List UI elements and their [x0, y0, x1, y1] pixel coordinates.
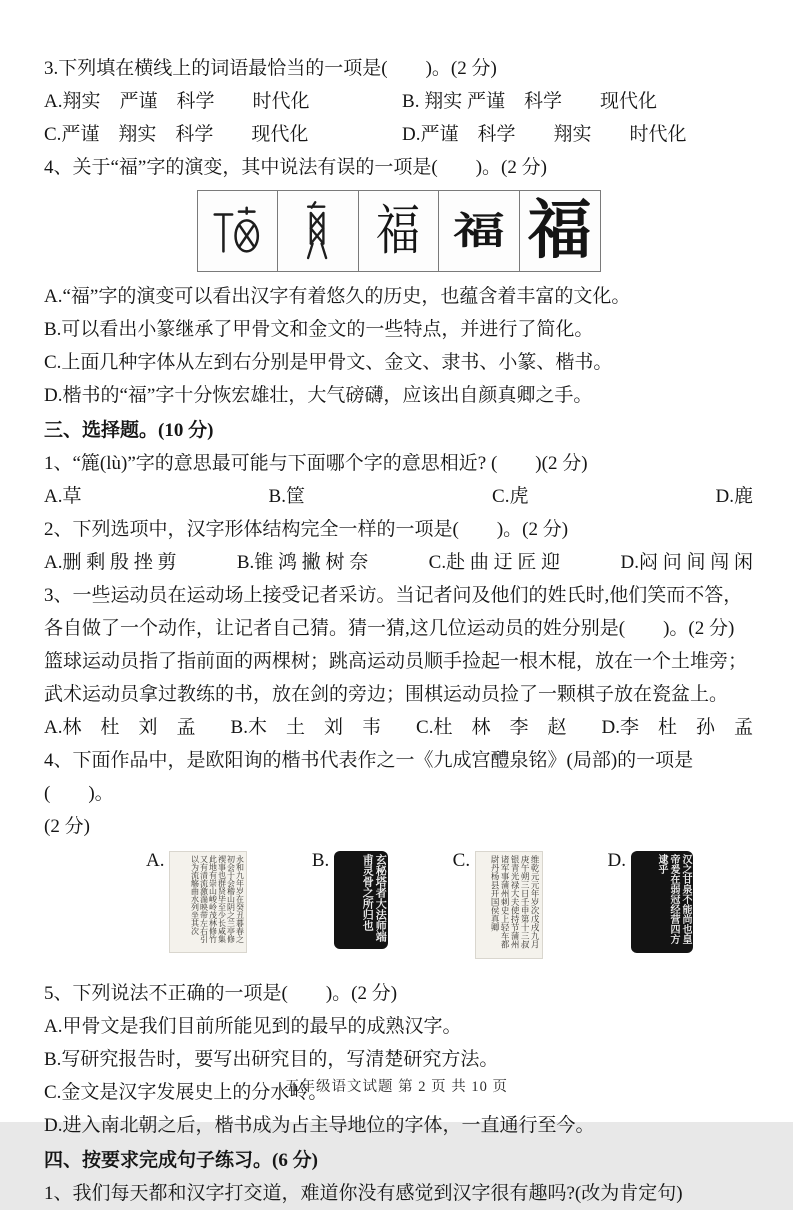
fu-regular-glyph: 福 — [527, 195, 592, 266]
p4q1-stem: 1、我们每天都和汉字打交道，难道你没有感觉到汉字很有趣吗?(改为肯定句) — [44, 1183, 683, 1204]
p3q3-option-a: A.林 杜 刘 孟 — [44, 717, 196, 738]
artwork-option-a — [146, 851, 247, 953]
fu-small-seal-glyph: 福 — [376, 201, 421, 261]
q3-stem: 3.下列填在横线上的词语最恰当的一项是( )。(2 分) — [44, 58, 497, 79]
artwork-b-label: B. — [311, 850, 330, 871]
p3q4-artworks-row — [146, 851, 693, 967]
fu-clerical-glyph: 福 — [453, 209, 505, 252]
calligraphy-image-b: 玄秘塔者大法师端甫灵骨之所归也 — [334, 851, 388, 949]
calligraphy-image-d: 汉之甘泉不能尚也皇帝爰在弱冠经营四方逮乎 — [631, 851, 693, 953]
fu-cell-oracle-bone — [198, 191, 278, 271]
p3q5-option-b: B.写研究报告时，要写出研究目的，写清楚研究方法。 — [44, 1049, 499, 1070]
p3q3-option-c: C.杜 林 李 赵 — [416, 717, 567, 738]
p3q1-stem: 1、“簏(lù)”字的意思最可能与下面哪个字的意思相近? ( )(2 分) — [44, 453, 588, 474]
p3q2-option-c: C.赴 曲 迂 匠 迎 — [428, 552, 561, 573]
p3q3-option-b: B.木 土 刘 韦 — [230, 717, 381, 738]
artwork-c-label: C. — [452, 850, 471, 871]
calligraphy-image-c: 维乾元元年岁次戊戌九月庚午朔三日壬申第十三叔银青光禄大夫使持节蒲州诸军事蒲州刺史上轻车都尉丹杨县开国侯真卿 — [475, 851, 543, 959]
q4-stem: 4、关于“福”字的演变，其中说法有误的一项是( )。(2 分) — [44, 157, 547, 178]
q4-option-b: B.可以看出小篆继承了甲骨文和金文的一些特点，并进行了简化。 — [44, 319, 594, 340]
p3q2-option-d: D.闷 问 间 闯 闲 — [620, 552, 753, 573]
artwork-d-label: D. — [607, 850, 626, 871]
p3q4-stem-line2: (2 分) — [44, 816, 90, 837]
p3q5-option-d: D.进入南北朝之后，楷书成为占主导地位的字体，一直通行至今。 — [44, 1115, 595, 1136]
q3-option-b: B. 翔实 严谨 科学 现代化 — [402, 91, 657, 112]
p3q2-options-row — [44, 546, 753, 579]
q4-option-d: D.楷书的“福”字十分恢宏雄壮，大气磅礴，应该出自颜真卿之手。 — [44, 385, 593, 406]
fu-cell-clerical — [438, 191, 519, 271]
p3q1-option-d: D.鹿 — [715, 486, 753, 507]
q3-options-row1 — [44, 85, 753, 118]
p3q2-option-b: B.锥 鸿 撇 树 奈 — [236, 552, 369, 573]
section3-title: 三、选择题。(10 分) — [44, 420, 214, 441]
fu-bronze-glyph-icon — [291, 198, 345, 264]
section4-title: 四、按要求完成句子练习。(6 分) — [44, 1150, 318, 1171]
fu-cell-bronze — [277, 191, 358, 271]
p3q2-stem: 2、下列选项中，汉字形体结构完全一样的一项是( )。(2 分) — [44, 519, 569, 540]
p3q2-option-a: A.删 剩 殷 挫 剪 — [44, 552, 177, 573]
p3q3-stem-line1: 3、一些运动员在运动场上接受记者采访。当记者问及他们的姓氏时,他们笑而不答， — [44, 585, 743, 606]
artwork-option-c — [453, 851, 543, 959]
q3-option-d: D.严谨 科学 翔实 时代化 — [402, 124, 687, 145]
fu-oracle-bone-glyph-icon — [206, 198, 268, 264]
q4-option-c: C.上面几种字体从左到右分别是甲骨文、金文、隶书、小篆、楷书。 — [44, 352, 613, 373]
p3q5-stem: 5、下列说法不正确的一项是( )。(2 分) — [44, 983, 398, 1004]
p3q1-option-c: C.虎 — [492, 486, 529, 507]
p3q1-option-a: A.草 — [44, 486, 82, 507]
p3q3-stem-line4: 武术运动员拿过教练的书，放在剑的旁边；围棋运动员捡了一颗棋子放在瓷盆上。 — [44, 684, 729, 705]
q4-option-a: A.“福”字的演变可以看出汉字有着悠久的历史，也蕴含着丰富的文化。 — [44, 286, 631, 307]
q3-options-row2 — [44, 118, 753, 151]
fu-cell-regular — [519, 191, 600, 271]
q3-option-a: A.翔实 严谨 科学 时代化 — [44, 91, 310, 112]
p3q3-stem-line2: 各自做了一个动作，让记者自己猜。猜一猜,这几位运动员的姓分别是( )。(2 分) — [44, 618, 735, 639]
q3-option-c: C.严谨 翔实 科学 现代化 — [44, 124, 309, 145]
p3q5-option-a: A.甲骨文是我们目前所能见到的最早的成熟汉字。 — [44, 1016, 462, 1037]
fu-cell-small-seal — [358, 191, 439, 271]
p3q3-option-d: D.李 杜 孙 孟 — [601, 717, 753, 738]
artwork-option-d — [607, 851, 692, 953]
p3q1-options-row — [44, 480, 753, 513]
p3q4-stem-line1: 4、下面作品中，是欧阳询的楷书代表作之一《九成宫醴泉铭》(局部)的一项是( )。 — [44, 750, 694, 804]
calligraphy-image-a: 永和九年岁在癸丑暮春之初会于会稽山阴之兰亭修禊事也群贤毕至少长咸集此地有崇山峻岭茂林修竹又有清流激湍映带左右引以为流觞曲水列坐其次 — [169, 851, 247, 953]
p3q1-option-b: B.筐 — [268, 486, 305, 507]
p3q3-options-row — [44, 711, 753, 744]
fu-evolution-table — [197, 190, 601, 272]
p3q5-option-c: C.金文是汉字发展史上的分水岭。 — [44, 1082, 328, 1103]
artwork-option-b — [312, 851, 388, 949]
p3q3-stem-line3: 篮球运动员指了指前面的两棵树；跳高运动员顺手捡起一根木棍，放在一个土堆旁； — [44, 651, 748, 672]
page-footer: 五年级语文试题 第 2 页 共 10 页 — [285, 1079, 508, 1095]
artwork-a-label: A. — [146, 850, 165, 871]
